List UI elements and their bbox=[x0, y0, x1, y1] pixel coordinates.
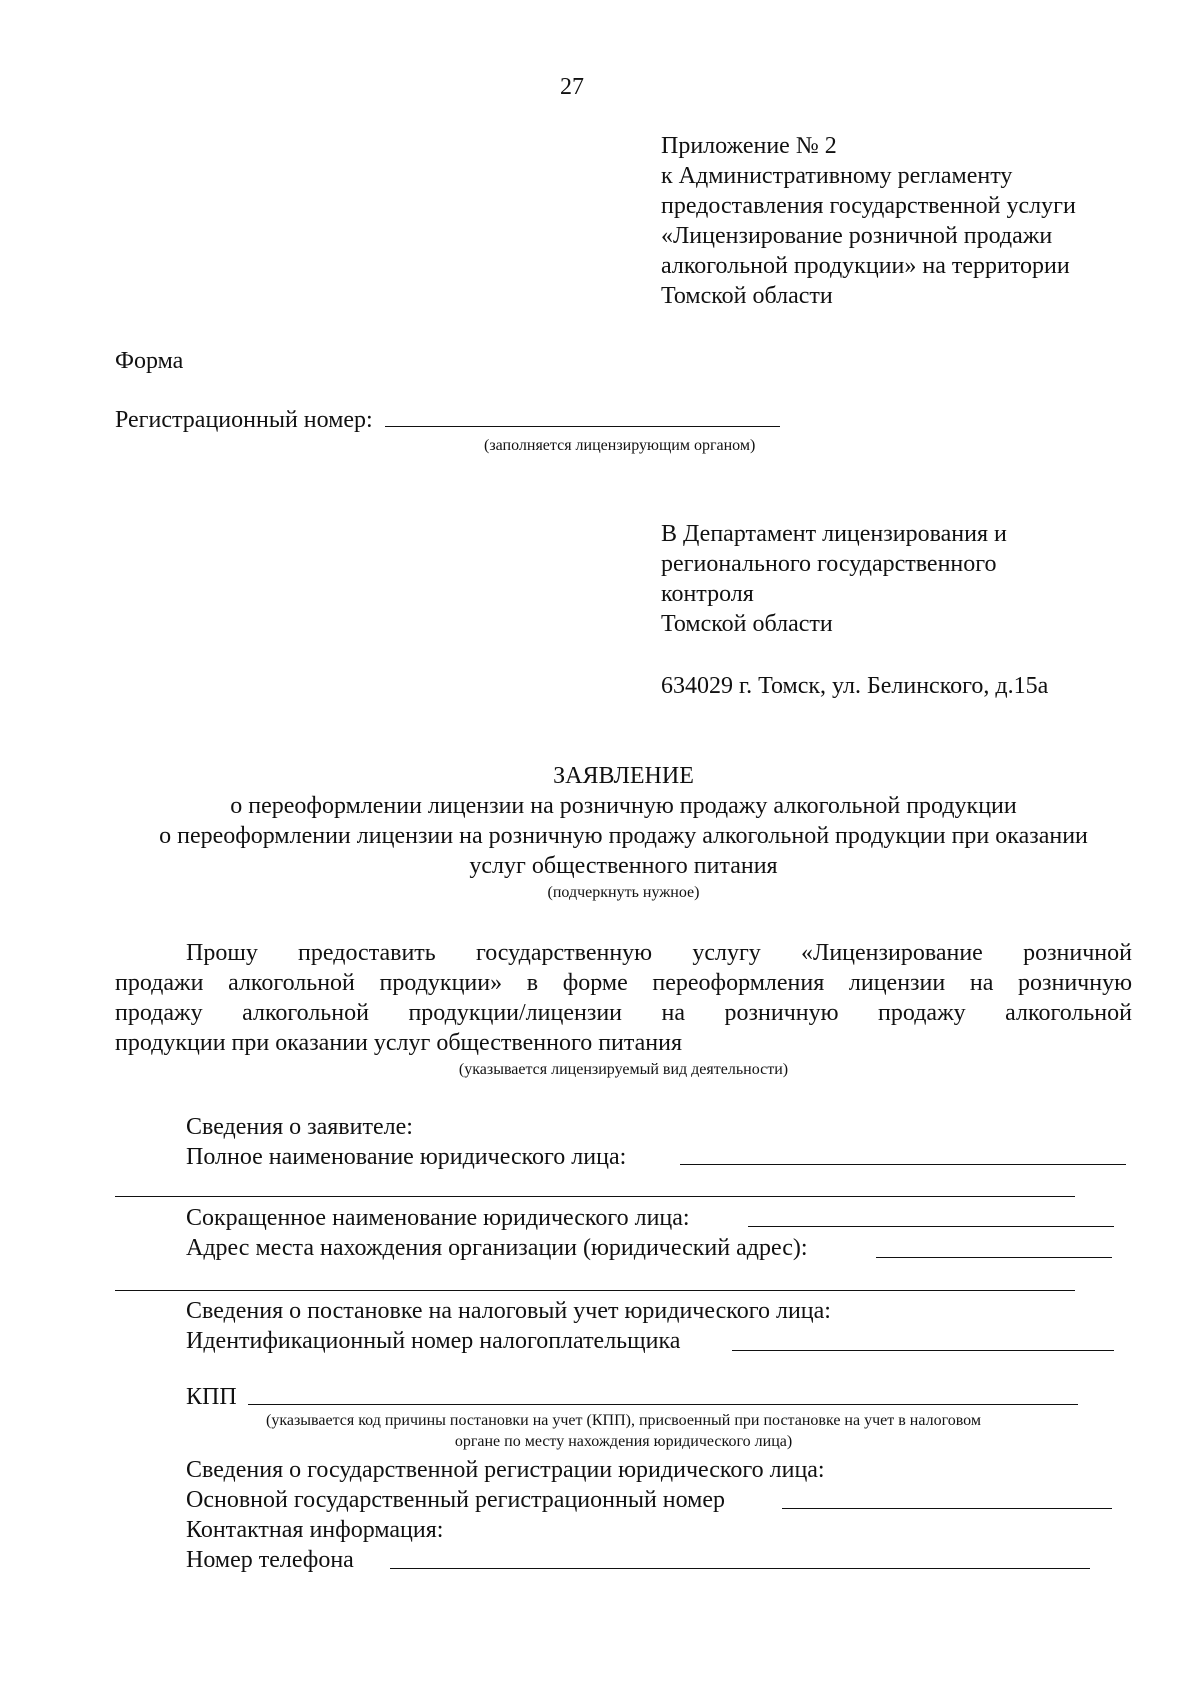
registration-header: Сведения о государственной регистрации юридического лица: bbox=[186, 1457, 825, 1483]
phone-field[interactable] bbox=[390, 1568, 1090, 1569]
appendix-line: Томской области bbox=[661, 283, 833, 309]
addressee-line: В Департамент лицензирования и bbox=[661, 521, 1007, 547]
page-number: 27 bbox=[560, 74, 584, 100]
full-name-field-continuation[interactable] bbox=[115, 1196, 1075, 1197]
appendix-line: Приложение № 2 bbox=[661, 133, 837, 159]
statement-title: ЗАЯВЛЕНИЕ bbox=[553, 763, 694, 789]
registration-hint: (заполняется лицензирующим органом) bbox=[484, 437, 756, 454]
request-line: Прошу предоставить государственную услугу «Лицензирование розничной bbox=[186, 940, 1132, 966]
address-field-continuation[interactable] bbox=[115, 1290, 1075, 1291]
registration-row bbox=[115, 404, 780, 435]
addressee-line: регионального государственного bbox=[661, 551, 997, 577]
appendix-block bbox=[661, 131, 1076, 311]
kpp-label: КПП bbox=[186, 1384, 237, 1410]
short-name-field[interactable] bbox=[748, 1226, 1114, 1227]
kpp-hint-line-2: органе по месту нахождения юридического лица) bbox=[454, 1433, 793, 1450]
inn-label: Идентификационный номер налогоплательщика bbox=[186, 1328, 681, 1354]
tax-header: Сведения о постановке на налоговый учет юридического лица: bbox=[186, 1298, 831, 1324]
contact-header: Контактная информация: bbox=[186, 1517, 444, 1543]
statement-option-2-line-2: услуг общественного питания bbox=[469, 853, 778, 879]
registration-number-field[interactable] bbox=[385, 404, 780, 427]
appendix-line: «Лицензирование розничной продажи bbox=[661, 223, 1053, 249]
appendix-line: предоставления государственной услуги bbox=[661, 193, 1076, 219]
full-name-label: Полное наименование юридического лица: bbox=[186, 1144, 627, 1170]
address-field[interactable] bbox=[876, 1257, 1112, 1258]
applicant-header: Сведения о заявителе: bbox=[186, 1114, 413, 1140]
kpp-hint-line-1: (указывается код причины постановки на учет (КПП), присвоенный при постановке на учет в налоговом bbox=[265, 1412, 981, 1429]
request-line: продажи алкогольной продукции» в форме переоформления лицензии на розничную bbox=[115, 970, 1132, 996]
addressee-line: Томской области bbox=[661, 611, 833, 637]
kpp-field[interactable] bbox=[248, 1404, 1078, 1405]
form-label: Форма bbox=[115, 348, 184, 374]
short-name-label: Сокращенное наименование юридического лица: bbox=[186, 1205, 690, 1231]
statement-option-1: о переоформлении лицензии на розничную продажу алкогольной продукции bbox=[230, 793, 1017, 819]
registration-label: Регистрационный номер: bbox=[115, 407, 373, 433]
ogrn-label: Основной государственный регистрационный номер bbox=[186, 1487, 726, 1513]
statement-hint: (подчеркнуть нужное) bbox=[547, 884, 700, 901]
phone-label: Номер телефона bbox=[186, 1547, 354, 1573]
addressee-line: контроля bbox=[661, 581, 754, 607]
statement-option-2-line-1: о переоформлении лицензии на розничную продажу алкогольной продукции при оказании bbox=[159, 823, 1088, 849]
address-label: Адрес места нахождения организации (юридический адрес): bbox=[186, 1235, 808, 1261]
appendix-line: к Административному регламенту bbox=[661, 163, 1013, 189]
ogrn-field[interactable] bbox=[782, 1508, 1112, 1509]
request-hint: (указывается лицензируемый вид деятельности) bbox=[458, 1061, 789, 1078]
request-line: продукции при оказании услуг общественного питания bbox=[115, 1030, 683, 1056]
addressee-block bbox=[661, 519, 1007, 639]
addressee-address: 634029 г. Томск, ул. Белинского, д.15а bbox=[661, 673, 1049, 699]
inn-field[interactable] bbox=[732, 1350, 1114, 1351]
full-name-field[interactable] bbox=[680, 1164, 1126, 1165]
appendix-line: алкогольной продукции» на территории bbox=[661, 253, 1070, 279]
request-line: продажу алкогольной продукции/лицензии на розничную продажу алкогольной bbox=[115, 1000, 1132, 1026]
